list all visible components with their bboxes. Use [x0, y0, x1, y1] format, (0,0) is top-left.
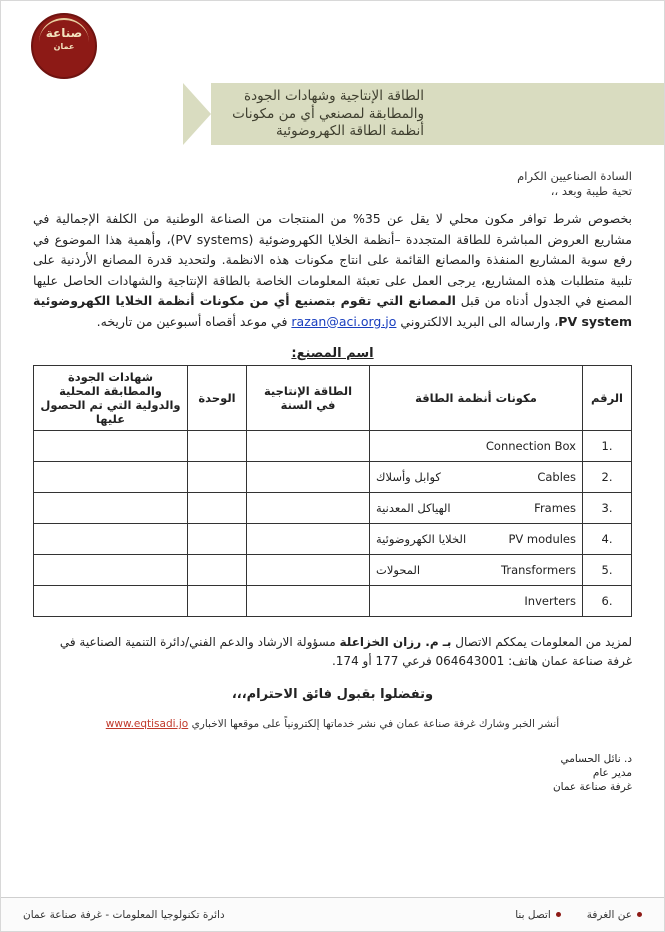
- signature-name: د. نائل الحسامي: [560, 753, 632, 765]
- row-certificates-input[interactable]: [34, 462, 188, 493]
- row-component: [370, 493, 583, 524]
- logo-text: [43, 27, 85, 65]
- news-site-link[interactable]: www.eqtisadi.jo: [105, 718, 189, 730]
- row-component-en: PV modules: [508, 532, 576, 546]
- row-component-en: Frames: [534, 501, 576, 515]
- row-component: [370, 555, 583, 586]
- row-index: .6: [583, 586, 632, 617]
- header-energy: الطاقة الإنتاجية في السنة: [247, 366, 370, 431]
- table-row: [34, 586, 632, 617]
- row-index: .5: [583, 555, 632, 586]
- closing-regards: وتفضلوا بقبول فائق الاحترام،،،: [231, 687, 434, 702]
- intro-paragraph-part-3: في موعد أقصاه أسبوعين من تاريخه.: [96, 313, 292, 329]
- row-component-ar: الخلايا الكهروضوئية: [376, 531, 467, 546]
- row-component-en: Connection Box: [485, 439, 576, 453]
- row-component-ar: الهياكل المعدنية: [376, 500, 451, 515]
- row-unit-input[interactable]: [188, 462, 247, 493]
- header-components: مكونات أنظمة الطاقة: [370, 366, 583, 431]
- title-band: [1, 83, 664, 145]
- footer-department: دائرة تكنولوجيا المعلومات - غرفة صناعة عمان: [23, 908, 225, 921]
- bullet-icon: [637, 912, 642, 917]
- table-row: [34, 462, 632, 493]
- page-title-line-2: والمطابقة لمصنعي أي من مكونات: [232, 105, 424, 122]
- row-certificates-input[interactable]: [34, 524, 188, 555]
- row-component-en: Transformers: [501, 563, 576, 577]
- document-header: [1, 1, 664, 151]
- row-unit-input[interactable]: [188, 431, 247, 462]
- logo-secondary-text: عمان: [53, 42, 75, 51]
- table-row: [34, 555, 632, 586]
- footer-link-contact[interactable]: [515, 909, 561, 921]
- contact-note-person: بـ م. رزان الخزاعلة: [339, 635, 452, 649]
- row-energy-input[interactable]: [247, 555, 370, 586]
- aci-logo: [23, 13, 101, 77]
- row-component-ar: المحولات: [376, 562, 421, 577]
- contact-note-part-2: مسؤولة الارشاد والدعم الفني/دائرة التنمية الصناعية في غرفة صناعة عمان هاتف: 064643001 فرعي 177 أو 174.: [59, 635, 632, 668]
- page-title-line-3: أنظمة الطاقة الكهروضوئية: [276, 123, 424, 139]
- signature-block: [33, 752, 632, 794]
- row-index: .2: [583, 462, 632, 493]
- row-index: .3: [583, 493, 632, 524]
- row-component: [370, 431, 583, 462]
- title-band-notch-icon: [183, 83, 211, 145]
- salutation: [33, 169, 632, 199]
- components-table: [33, 365, 632, 617]
- row-unit-input[interactable]: [188, 524, 247, 555]
- page-title: [216, 88, 424, 141]
- row-energy-input[interactable]: [247, 431, 370, 462]
- table-row: [34, 493, 632, 524]
- row-component-en: Inverters: [524, 594, 576, 608]
- row-unit-input[interactable]: [188, 586, 247, 617]
- news-share-text: أنشر الخبر وشارك غرفة صناعة عمان في نشر خدماتها إلكترونياً على موقعها الاخباري: [188, 718, 560, 730]
- row-certificates-input[interactable]: [34, 555, 188, 586]
- row-component: [370, 462, 583, 493]
- row-unit-input[interactable]: [188, 555, 247, 586]
- news-share-line: [33, 718, 632, 730]
- page-title-line-1: الطاقة الإنتاجية وشهادات الجودة: [244, 88, 424, 104]
- row-component-en: Cables: [537, 470, 576, 484]
- intro-paragraph: [33, 209, 632, 332]
- header-unit: الوحدة: [188, 366, 247, 431]
- row-component: [370, 586, 583, 617]
- bullet-icon: [556, 912, 561, 917]
- row-certificates-input[interactable]: [34, 586, 188, 617]
- row-energy-input[interactable]: [247, 586, 370, 617]
- contact-email-link[interactable]: razan@aci.org.jo: [291, 313, 397, 329]
- intro-paragraph-part-2: ، وارساله الى البريد الالكتروني: [396, 313, 559, 329]
- footer-links: [515, 909, 642, 921]
- contact-note-part-1: لمزيد من المعلومات يمككم الاتصال: [451, 635, 632, 649]
- signature-title: مدير عام: [592, 767, 632, 779]
- row-unit-input[interactable]: [188, 493, 247, 524]
- row-index: .1: [583, 431, 632, 462]
- logo-circle-icon: [31, 13, 97, 79]
- row-energy-input[interactable]: [247, 462, 370, 493]
- row-certificates-input[interactable]: [34, 493, 188, 524]
- row-certificates-input[interactable]: [34, 431, 188, 462]
- contact-note: [33, 633, 632, 671]
- table-row: [34, 524, 632, 555]
- salutation-line-2: تحية طيبة وبعد ،،: [550, 184, 632, 198]
- footer-link-about[interactable]: [587, 909, 642, 921]
- footer-link-about-label: عن الغرفة: [586, 908, 632, 921]
- table-header-row: [34, 366, 632, 431]
- row-index: .4: [583, 524, 632, 555]
- intro-paragraph-part-1: بخصوص شرط توافر مكون محلي لا يقل عن 35% من المنتجات من الصناعة الوطنية من الكلفة الإجمالية في مشاريع العروض المباشرة للطاقة المتجددة –أنظمة الخلايا الكهروضوئية (PV systems)، وأهمية هذا الموضوع في رفع سوية المشاريع المنفذة والمصانع القائمة على انتاج مكونات هذه الانظمة. ولتحديد قدرة المصانع الأردنية على تلبية متطلبات هذه المشاريع، يرجى العمل على تعبئة المعلومات الخاصة بالطاقة الإنتاجية والشهادات الحاصل عليها المصنع في الجدول أدناه من قبل: [33, 211, 633, 308]
- footer-link-contact-label: اتصل بنا: [515, 908, 551, 921]
- company-name-label: اسم المصنع:: [291, 346, 374, 361]
- header-number: الرقم: [583, 366, 632, 431]
- row-component: [370, 524, 583, 555]
- row-energy-input[interactable]: [247, 493, 370, 524]
- signature-org: غرفة صناعة عمان: [552, 781, 632, 793]
- row-component-ar: كوابل وأسلاك: [376, 469, 441, 484]
- footer-bar: [1, 897, 664, 931]
- row-energy-input[interactable]: [247, 524, 370, 555]
- table-row: [34, 431, 632, 462]
- header-certificates: شهادات الجودة والمطابقة المحلية والدولية التي تم الحصول عليها: [34, 366, 188, 431]
- document-body: [1, 169, 664, 794]
- logo-primary-text: صناعة: [45, 26, 83, 40]
- salutation-line-1: السادة الصناعيين الكرام: [517, 169, 632, 183]
- intro-paragraph-emphasis: المصانع التي تقوم بتصنيع أي من مكونات أنظمة الخلايا الكهروضوئية PV system: [33, 293, 632, 329]
